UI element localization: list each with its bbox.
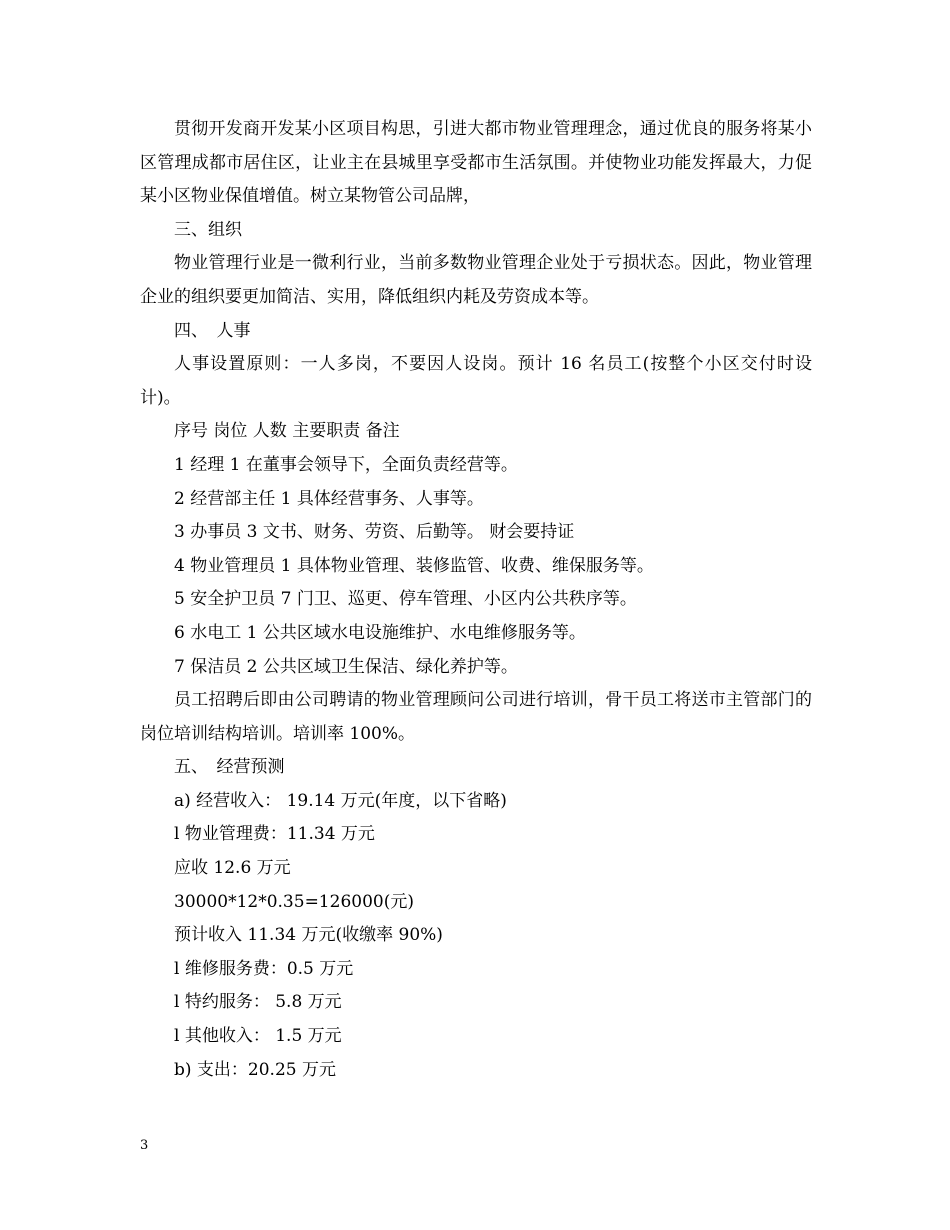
staff-row: 2 经营部主任 1 具体经营事务、人事等。 [174, 488, 484, 509]
heading-personnel: 四、 人事 [174, 320, 251, 341]
staff-row: 6 水电工 1 公共区域水电设施维护、水电维修服务等。 [174, 622, 586, 643]
forecast-line: 应收 12.6 万元 [174, 858, 291, 879]
staff-table-header: 序号 岗位 人数 主要职责 备注 [174, 421, 400, 442]
forecast-line: a) 经营收入： 19.14 万元(年度，以下省略) [174, 790, 507, 811]
paragraph-personnel-principle: 人事设置原则：一人多岗，不要因人设岗。预计 16 名员工(按整个小区交付时设计)。 [140, 354, 812, 408]
paragraph-organization: 物业管理行业是一微利行业，当前多数物业管理企业处于亏损状态。因此，物业管理企业的组织要更加简洁、实用，降低组织内耗及劳资成本等。 [140, 253, 812, 307]
forecast-line: l 特约服务： 5.8 万元 [174, 992, 342, 1013]
staff-row: 5 安全护卫员 7 门卫、巡更、停车管理、小区内公共秩序等。 [174, 589, 637, 610]
document-body [140, 113, 812, 1087]
heading-organization: 三、组织 [174, 219, 242, 240]
staff-row: 7 保洁员 2 公共区域卫生保洁、绿化养护等。 [174, 656, 518, 677]
staff-row: 3 办事员 3 文书、财务、劳资、后勤等。 财会要持证 [174, 522, 575, 543]
page-number: 3 [140, 1138, 149, 1153]
forecast-line: l 物业管理费：11.34 万元 [174, 824, 375, 845]
forecast-line: l 维修服务费：0.5 万元 [174, 958, 354, 979]
forecast-line: 30000*12*0.35=126000(元) [174, 891, 414, 912]
forecast-line: b) 支出：20.25 万元 [174, 1059, 336, 1080]
staff-row: 4 物业管理员 1 具体物业管理、装修监管、收费、维保服务等。 [174, 555, 654, 576]
heading-forecast: 五、 经营预测 [174, 757, 285, 778]
paragraph-intro: 贯彻开发商开发某小区项目构思，引进大都市物业管理理念，通过优良的服务将某小区管理成都市居住区，让业主在县城里享受都市生活氛围。并使物业功能发挥最大，力促某小区物业保值增值。树立某物管公司品牌， [140, 119, 812, 207]
forecast-line: l 其他收入： 1.5 万元 [174, 1026, 342, 1047]
forecast-line: 预计收入 11.34 万元(收缴率 90%) [174, 925, 443, 946]
paragraph-training: 员工招聘后即由公司聘请的物业管理顾问公司进行培训，骨干员工将送市主管部门的岗位培训结构培训。培训率 100%。 [140, 690, 812, 744]
staff-row: 1 经理 1 在董事会领导下，全面负责经营等。 [174, 454, 518, 475]
